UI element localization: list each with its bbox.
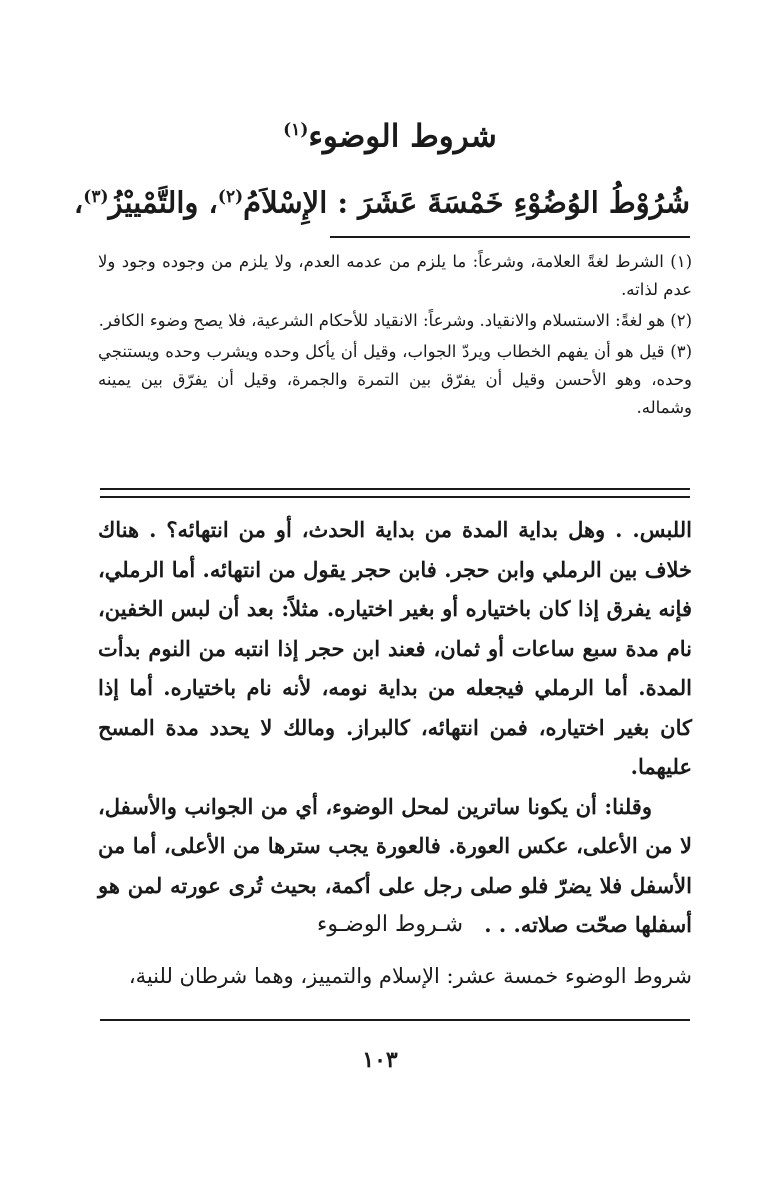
matn-footnote-marker-2: (٢) (217, 187, 244, 207)
bottom-separator (100, 1019, 690, 1021)
double-rule-upper (100, 488, 690, 490)
footnote-3 (98, 338, 692, 422)
heading-title: شروط الوضوء (308, 118, 497, 155)
footnote-text: هو لغةً: الاستسلام والانقياد. وشرعاً: الانقياد للأحكام الشرعية، فلا يصح وضوء الكافر. (98, 311, 665, 330)
footnote-text: الشرط لغةً العلامة، وشرعاً: ما يلزم من عدمه العدم، ولا يلزم من وجوده وجود ولا عدم لذاته. (98, 252, 692, 299)
matn-line: شروط الوضوء خمسة عشر: الإسلام والتمييز، وهما شرطان للنية، (128, 964, 692, 988)
double-rule-lower (100, 496, 690, 498)
footnote-number: (٢) (670, 311, 692, 330)
page-number: ١٠٣ (362, 1047, 398, 1073)
footnote-1 (98, 248, 692, 304)
footnote-text: قيل هو أن يفهم الخطاب ويردّ الجواب، وقيل أن يأكل وحده ويشرب وحده ويستنجي وحده، وهو الأحسن وقيل أن يفرّق بين التمرة والجمرة، وقيل أن يفرّق بين يمينه وشماله. (98, 342, 692, 417)
matn-text-middle: ، والتَّمْييْزُ (108, 185, 218, 220)
section-heading (90, 108, 690, 158)
commentary-block (98, 510, 692, 945)
sub-heading: شـروط الوضـوء (317, 912, 463, 937)
footnote-separator (330, 236, 690, 238)
heading-footnote-marker: (١) (283, 120, 309, 140)
commentary-paragraph-2: وقلنا: أن يكونا ساترين لمحل الوضوء، أي من الجوانب والأسفل، لا من الأعلى، عكس العورة. فالعورة يجب سترها من الأعلى، أما من الأسفل فلا يضرّ فلو صلى رجل على أكمة، بحيث تُرى عورته لمن هو أسفلها صحّت صلاته. . . (98, 793, 692, 937)
matn-footnote-marker-3: (٣) (83, 187, 109, 207)
footnote-number: (١) (670, 252, 692, 271)
matn-text (73, 172, 690, 228)
footnote-number: (٣) (670, 342, 692, 361)
footnote-2 (98, 307, 692, 335)
matn-text-start: شُرُوْطُ الوُضُوْءِ خَمْسَةَ عَشَرَ : الإِسْلاَمُ (243, 185, 690, 220)
matn-text-end: ، (73, 185, 84, 220)
footnotes-block (98, 248, 692, 425)
commentary-paragraph-1: اللبس. . وهل بداية المدة من بداية الحدث، أو من انتهائه؟ . هناك خلاف بين الرملي وابن حجر. فابن حجر يقول من انتهائه. أما الرملي، فإنه يفرق إذا كان باختياره أو بغير اختياره. مثلاً: بعد أن لبس الخفين، نام مدة سبع ساعات أو ثمان، فعند ابن حجر إذا انتبه من النوم بدأت المدة. أما الرملي فيجعله من بداية نومه، لأنه نام باختياره. أما إذا كان بغير اختياره، فمن انتهائه، كالبراز. ومالك لا يحدد مدة المسح عليهما. (98, 517, 692, 779)
